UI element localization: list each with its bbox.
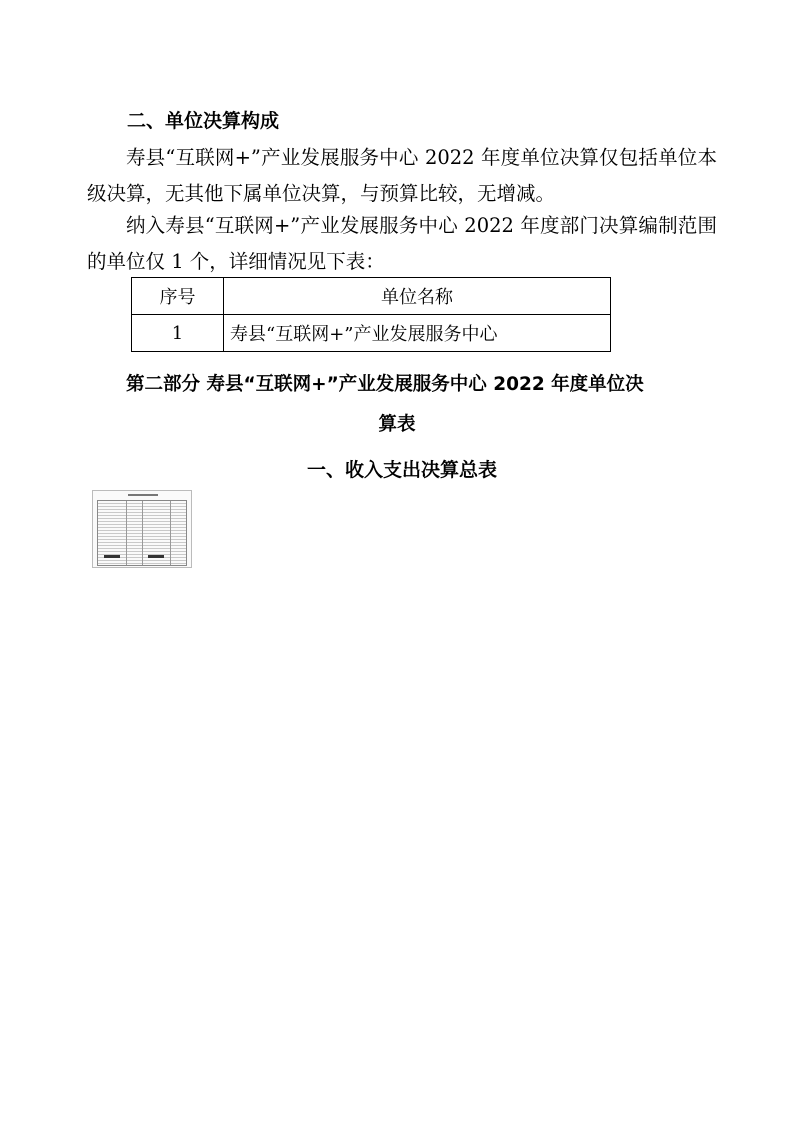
part-two-title bbox=[87, 365, 707, 445]
section-heading-unit-composition: 二、单位决算构成 bbox=[127, 110, 280, 132]
thumbnail-col-line bbox=[126, 501, 127, 565]
unit-table-header-seq: 序号 bbox=[132, 278, 224, 315]
part-two-title-main: 第二部分 寿县“互联网+”产业发展服务中心 2022 年度单位决 bbox=[126, 374, 644, 395]
paragraph-unit-count: 纳入寿县“互联网+”产业发展服务中心 2022 年度部门决算编制范围的单位仅 1 个，详细情况见下表： bbox=[87, 214, 717, 273]
thumbnail-total-mark bbox=[104, 555, 120, 558]
summary-table-thumbnail bbox=[92, 490, 192, 568]
thumbnail-title-mark bbox=[128, 494, 158, 496]
unit-table-cell-seq: 1 bbox=[132, 315, 224, 352]
unit-table-header-row bbox=[132, 278, 611, 315]
subsection-heading-income-expense: 一、收入支出决算总表 bbox=[307, 459, 498, 481]
part-two-title-tail: 算表 bbox=[378, 414, 416, 435]
unit-table bbox=[131, 277, 611, 352]
unit-table-cell-name: 寿县“互联网+”产业发展服务中心 bbox=[224, 315, 611, 352]
unit-table-header-name: 单位名称 bbox=[224, 278, 611, 315]
thumbnail-total-mark bbox=[148, 555, 164, 558]
thumbnail-grid bbox=[97, 500, 187, 566]
table-row bbox=[132, 315, 611, 352]
thumbnail-col-line bbox=[170, 501, 171, 565]
paragraph-unit-scope: 寿县“互联网+”产业发展服务中心 2022 年度单位决算仅包括单位本级决算，无其他下属单位决算，与预算比较，无增减。 bbox=[87, 146, 717, 205]
thumbnail-col-line bbox=[142, 501, 143, 565]
